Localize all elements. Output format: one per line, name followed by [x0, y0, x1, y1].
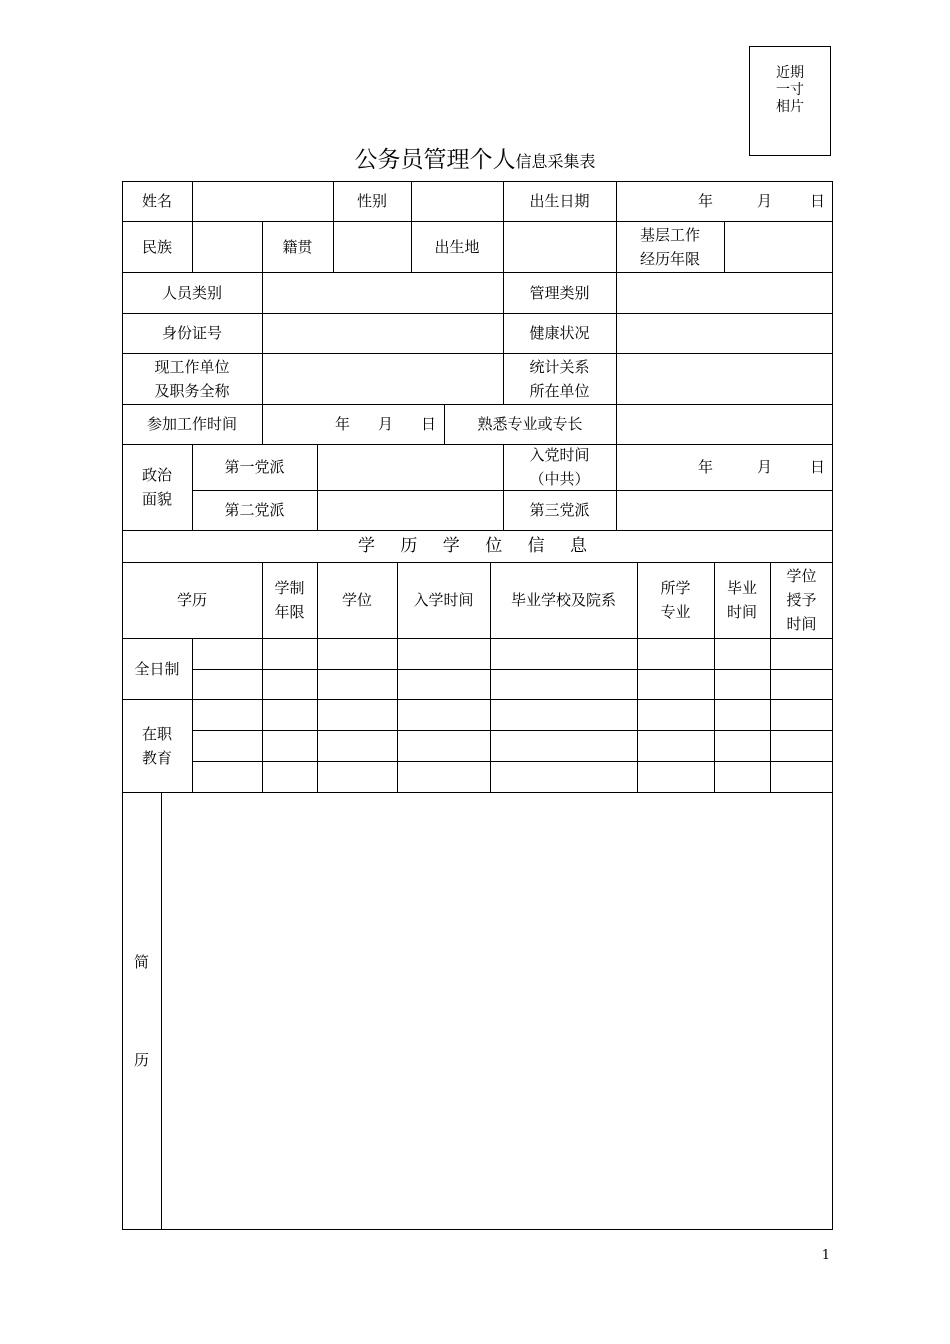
day-label: 日: [809, 458, 825, 476]
label-resume-char2: 历: [133, 1050, 149, 1069]
expertise-field[interactable]: [616, 404, 833, 444]
label-join-party-line1: 入党时间: [529, 446, 590, 464]
label-political-line1: 政治: [141, 466, 172, 484]
row-divider: [192, 669, 833, 670]
label-current-unit: [122, 353, 262, 404]
party-first-field[interactable]: [317, 444, 503, 490]
label-grassroots-years: [616, 221, 724, 272]
label-id-number: 身份证号: [161, 324, 222, 342]
label-name: 姓名: [141, 192, 172, 210]
photo-label-line3: 相片: [776, 99, 804, 115]
header-duration-line2: 年限: [274, 603, 305, 621]
row-divider: [192, 761, 833, 762]
personnel-type-field[interactable]: [262, 272, 503, 313]
row-divider: [122, 638, 833, 639]
health-field[interactable]: [616, 313, 833, 353]
education-section-title: [122, 530, 833, 562]
grassroots-years-field[interactable]: [724, 221, 833, 272]
photo-label-line1: 近期: [776, 65, 804, 81]
header-award-line2: 授予: [786, 591, 817, 609]
label-expertise: 熟悉专业或专长: [477, 415, 583, 433]
label-gender: 性别: [356, 192, 387, 210]
label-stat-unit-line1: 统计关系: [529, 357, 590, 376]
header-major-line1: 所学: [660, 579, 691, 597]
year-label: 年: [334, 415, 350, 433]
label-join-party-line2: （中共）: [529, 470, 590, 488]
label-fulltime: 全日制: [134, 659, 180, 678]
label-ethnicity: 民族: [141, 237, 172, 256]
ethnicity-field[interactable]: [192, 221, 262, 272]
label-onjob-education: [122, 699, 192, 792]
page-title: [0, 141, 950, 174]
label-party-third: 第三党派: [529, 501, 590, 519]
birth-date-field[interactable]: [616, 181, 833, 221]
label-current-unit-line1: 现工作单位: [154, 357, 230, 376]
col-divider: [192, 638, 193, 792]
label-onjob-line2: 教育: [141, 748, 172, 767]
label-onjob-line1: 在职: [141, 724, 172, 743]
label-work-start: 参加工作时间: [146, 415, 237, 433]
party-second-field[interactable]: [317, 490, 503, 530]
stat-unit-field[interactable]: [616, 353, 833, 404]
label-native-place: 籍贯: [282, 237, 313, 256]
gender-field[interactable]: [411, 181, 503, 221]
label-resume: [122, 792, 161, 1229]
join-party-date-field[interactable]: [616, 444, 833, 490]
current-unit-field[interactable]: [262, 353, 503, 404]
photo-placeholder: [749, 46, 831, 156]
header-grad-line1: 毕业: [726, 579, 757, 597]
label-current-unit-line2: 及职务全称: [154, 381, 230, 400]
management-type-field[interactable]: [616, 272, 833, 313]
header-duration-line1: 学制: [274, 579, 305, 597]
header-duration: [262, 562, 317, 638]
birthplace-field[interactable]: [503, 221, 616, 272]
header-major: [637, 562, 714, 638]
month-label: 月: [756, 458, 772, 476]
header-degree-level: 学历: [176, 591, 207, 609]
header-award-line3: 时间: [786, 615, 817, 633]
title-sub: 信息采集表: [515, 152, 596, 171]
header-award-time: [770, 562, 833, 638]
label-birthplace: 出生地: [434, 237, 480, 256]
header-grad-time: [714, 562, 770, 638]
year-label: 年: [697, 192, 713, 210]
label-grassroots-line2: 经历年限: [639, 249, 700, 268]
photo-label-line2: 一寸: [776, 82, 804, 98]
id-number-field[interactable]: [262, 313, 503, 353]
label-birth-date: 出生日期: [529, 192, 590, 210]
month-label: 月: [756, 192, 772, 210]
row-divider: [192, 730, 833, 731]
header-grad-line2: 时间: [726, 603, 757, 621]
education-title-text: 学 历 学 位 信 息: [357, 536, 598, 556]
page-number: 1: [821, 1248, 830, 1263]
day-label: 日: [809, 192, 825, 210]
title-main: 公务员管理个人: [354, 147, 516, 173]
header-award-line1: 学位: [786, 567, 817, 585]
header-degree: 学位: [341, 591, 372, 609]
label-resume-char1: 简: [133, 952, 149, 971]
row-divider: [122, 699, 833, 700]
month-label: 月: [377, 415, 393, 433]
header-major-line2: 专业: [660, 603, 691, 621]
label-personnel-type: 人员类别: [161, 283, 222, 302]
label-political-line2: 面貌: [141, 490, 172, 508]
label-grassroots-line1: 基层工作: [639, 225, 700, 244]
label-stat-unit: [503, 353, 616, 404]
day-label: 日: [420, 415, 436, 433]
party-third-field[interactable]: [616, 490, 833, 530]
resume-field[interactable]: [161, 792, 833, 1229]
header-school: 毕业学校及院系: [510, 591, 616, 609]
label-join-party: [503, 444, 616, 490]
label-health: 健康状况: [529, 324, 590, 342]
label-management-type: 管理类别: [529, 283, 590, 302]
label-party-first: 第一党派: [224, 458, 285, 476]
header-enroll-time: 入学时间: [413, 591, 474, 609]
label-stat-unit-line2: 所在单位: [529, 381, 590, 400]
work-start-field[interactable]: [262, 404, 444, 444]
label-political-status: [122, 444, 192, 530]
native-place-field[interactable]: [333, 221, 411, 272]
year-label: 年: [697, 458, 713, 476]
label-party-second: 第二党派: [224, 501, 285, 519]
name-field[interactable]: [192, 181, 333, 221]
